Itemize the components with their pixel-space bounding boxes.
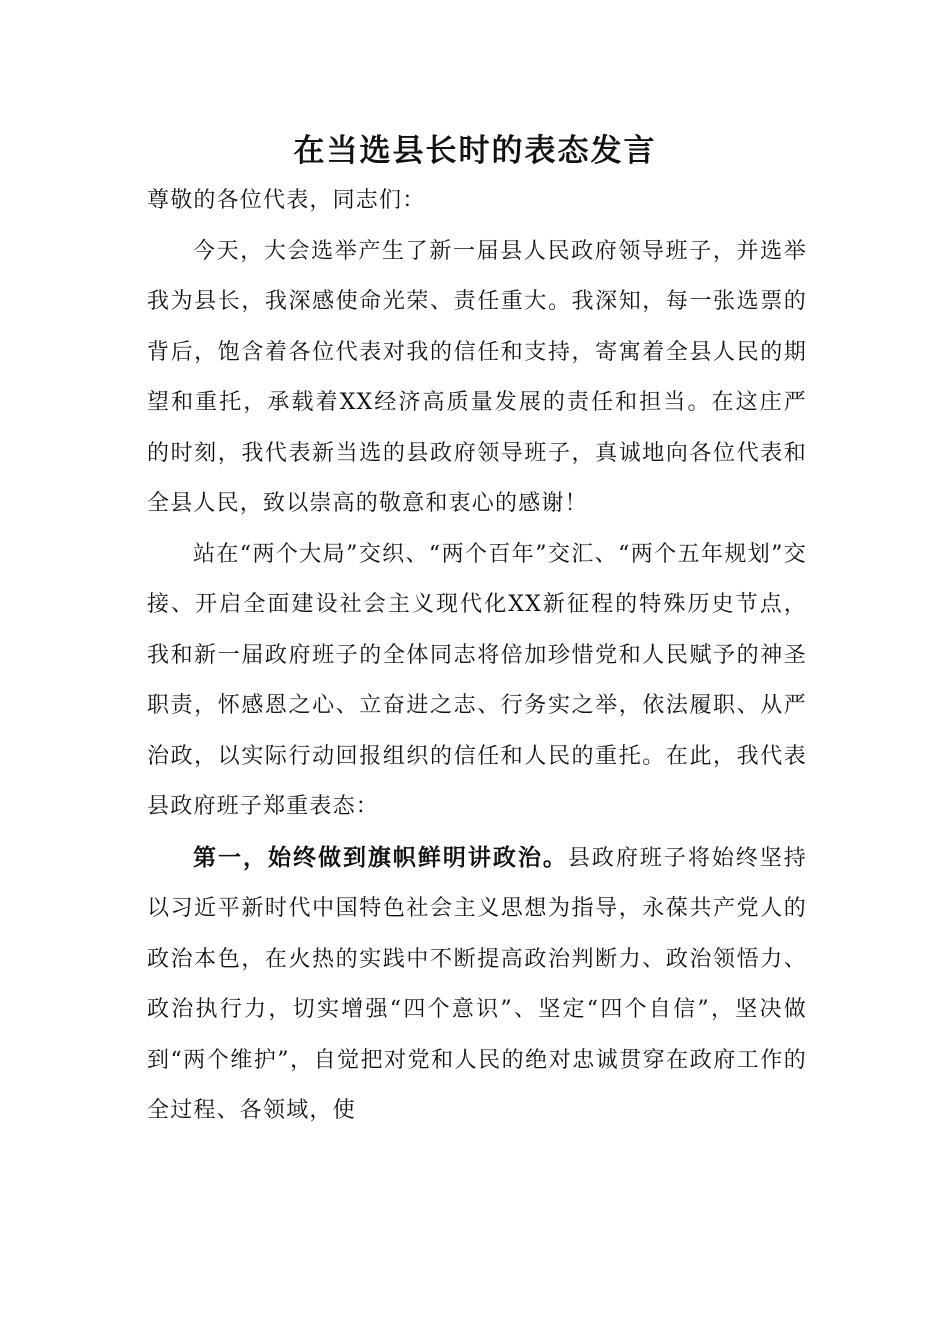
document-title: 在当选县长时的表态发言 xyxy=(293,133,657,169)
document-body xyxy=(147,176,807,1137)
salutation: 尊敬的各位代表，同志们： xyxy=(147,188,426,213)
paragraph-heading: 第一，始终做到旗帜鲜明讲政治。 xyxy=(193,844,568,871)
paragraph-context xyxy=(147,530,807,833)
paragraph-text: 今天，大会选举产生了新一届县人民政府领导班子，并选举我为县长，我深感使命光荣、责任重大。我深知，每一张选票的背后，饱含着各位代表对我的信任和支持，寄寓着全县人民的期望和重托，承载着XX经济高质量发展的责任和担当。在这庄严的时刻，我代表新当选的县政府领导班子，真诚地向各位代表和全县人民，致以崇高的敬意和衷心的感谢！ xyxy=(147,238,807,516)
paragraph-commitment-first xyxy=(147,833,807,1137)
paragraph-text: 站在“两个大局”交织、“两个百年”交汇、“两个五年规划”交接、开启全面建设社会主义现代化XX新征程的特殊历史节点，我和新一届政府班子的全体同志将倍加珍惜党和人民赋予的神圣职责，怀感恩之心、立奋进之志、行务实之举，依法履职、从严治政，以实际行动回报组织的信任和人民的重托。在此，我代表县政府班子郑重表态： xyxy=(147,541,807,819)
paragraph-text: 县政府班子将始终坚持以习近平新时代中国特色社会主义思想为指导，永葆共产党人的政治本色，在火热的实践中不断提高政治判断力、政治领悟力、政治执行力，切实增强“四个意识”、坚定“四个自信”，坚决做到“两个维护”，自觉把对党和人民的绝对忠诚贯穿在政府工作的全过程、各领域，使 xyxy=(147,845,807,1123)
paragraph-opening xyxy=(147,227,807,530)
